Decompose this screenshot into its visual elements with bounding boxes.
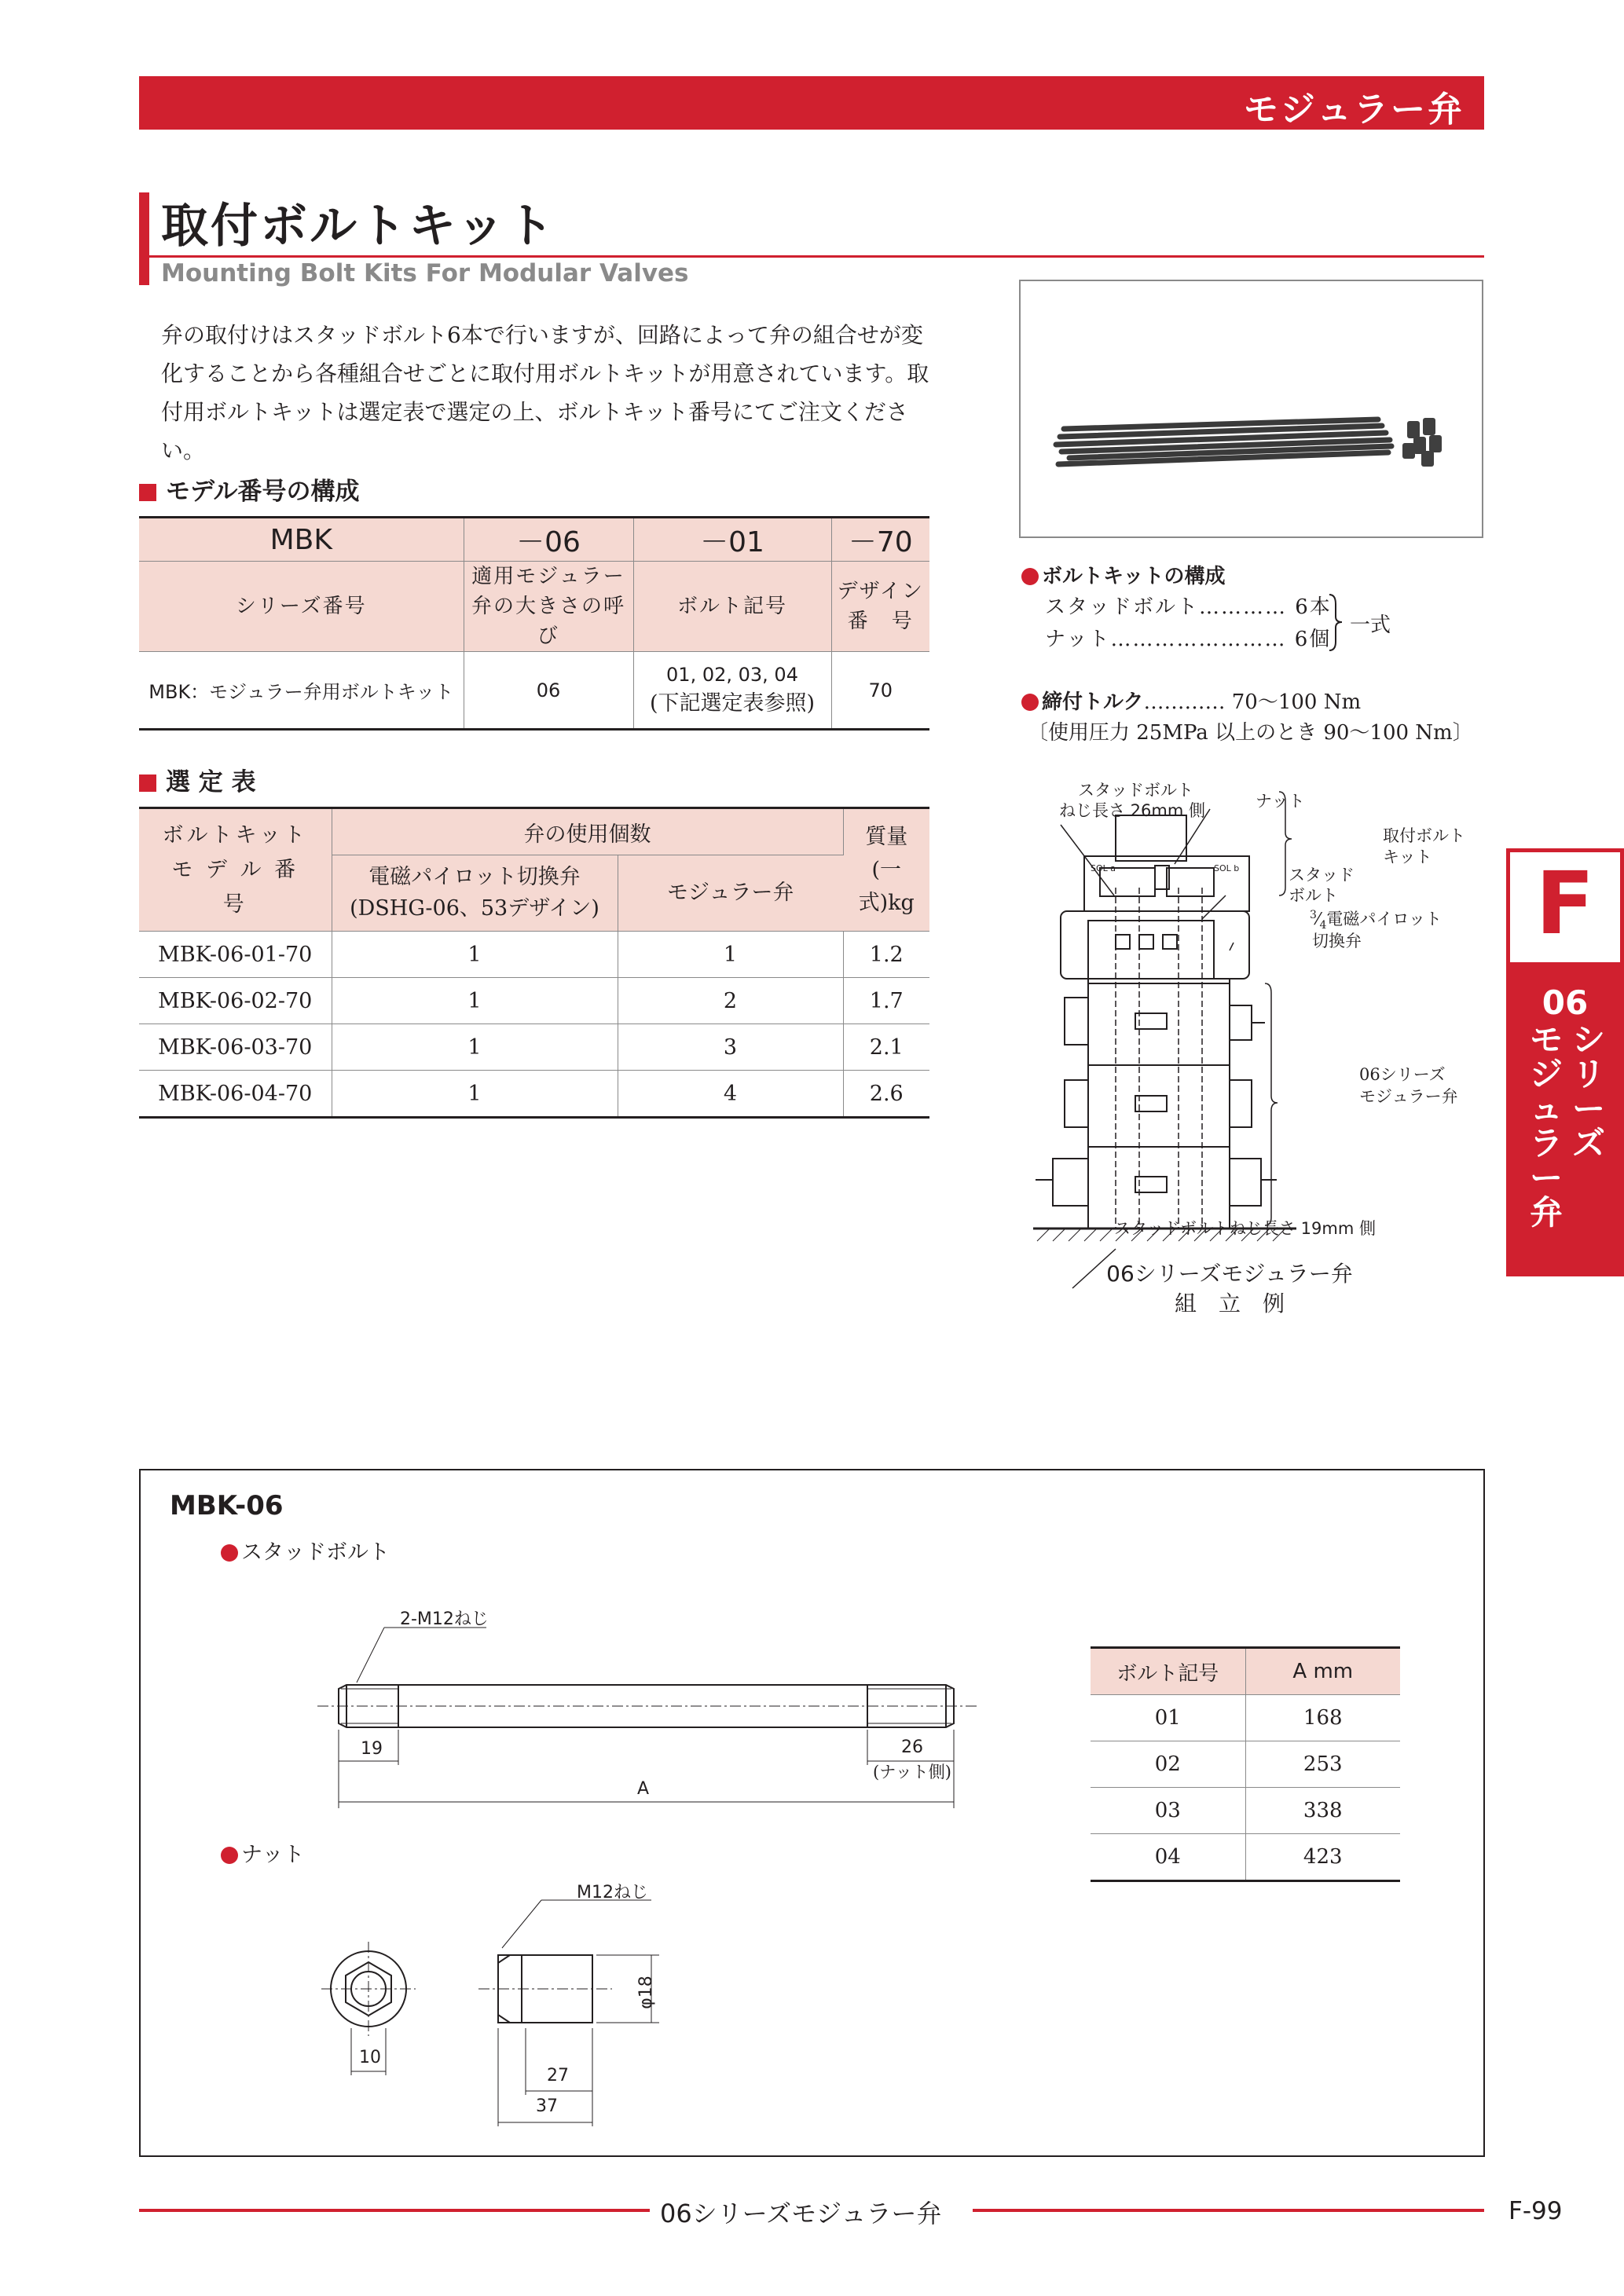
table-cell-pilot: 1: [332, 932, 618, 978]
table-cell-pilot: 1: [332, 978, 618, 1024]
phi18-label: φ18: [636, 1976, 656, 2009]
desc-bolt: ボルト記号: [633, 562, 831, 652]
table-cell-code: 03: [1091, 1788, 1245, 1834]
page-subtitle: Mounting Bolt Kits For Modular Valves: [161, 259, 689, 287]
bolt-length-table: [1091, 1646, 1400, 1882]
dims-title: MBK-06: [170, 1490, 284, 1522]
col-mass-header: 質量(一式)kg: [843, 808, 929, 932]
page-number: F-99: [1509, 2197, 1563, 2225]
sol-b-label: SOL b: [1214, 863, 1240, 873]
desc-design: デザイン番 号: [831, 562, 929, 652]
selection-heading: [139, 762, 256, 797]
dim-37: 37: [536, 2096, 558, 2116]
val-size: 06: [464, 652, 633, 730]
dim-27: 27: [547, 2066, 569, 2085]
bullet-dot-icon: [1021, 568, 1039, 585]
table-cell-a: 423: [1245, 1834, 1400, 1881]
pilot-label-text: 電磁パイロット: [1326, 910, 1442, 928]
val-bolt-note: (下記選定表参照): [649, 691, 816, 716]
footer-rule-right: [973, 2209, 1484, 2212]
col-pilot-header: 電磁パイロット切換弁(DSHG-06、53デザイン): [332, 855, 618, 932]
sol-a-label: SOL a: [1091, 863, 1116, 873]
set-label: 一式: [1350, 613, 1391, 637]
nut-label: ナット: [1256, 792, 1305, 811]
side-tab-modular: モジュラー弁: [1530, 1020, 1564, 1232]
val-bolt-codes: 01, 02, 03, 04: [666, 664, 798, 686]
table-cell-a: 253: [1245, 1741, 1400, 1788]
footer-series: 06シリーズモジュラー弁: [660, 2199, 942, 2228]
table-cell-modular: 4: [618, 1071, 843, 1118]
table-cell-mass: 2.1: [843, 1024, 929, 1071]
table-cell-model: MBK-06-02-70: [139, 978, 332, 1024]
category-title: モジュラー弁: [1243, 90, 1465, 130]
series-label-2: モジュラー弁: [1359, 1087, 1458, 1106]
desc-series: シリーズ番号: [139, 562, 464, 652]
table-cell-mass: 1.7: [843, 978, 929, 1024]
thread-label: 2-M12ねじ: [400, 1609, 489, 1629]
dim-a: A: [637, 1779, 650, 1799]
selection-heading-text: 選 定 表: [166, 768, 256, 796]
composition-label: ボルトキットの構成: [1042, 565, 1226, 588]
side-tab-series: シリーズ: [1572, 1020, 1606, 1163]
title-rule: [149, 255, 1484, 258]
kit-label: 取付ボルト: [1383, 826, 1465, 845]
pilot-fraction-num: 3: [1310, 909, 1317, 921]
stud-label-2: ボルト: [1289, 886, 1338, 905]
model-section-heading: [139, 471, 359, 507]
table-cell-a: 338: [1245, 1788, 1400, 1834]
dim-19: 19: [361, 1739, 383, 1759]
model-section-heading-text: モデル番号の構成: [166, 478, 360, 506]
selection-table: [139, 807, 929, 1119]
table-cell-pilot: 1: [332, 1024, 618, 1071]
assembly-caption-2: 組 立 例: [1174, 1291, 1285, 1316]
side-tab: [1506, 848, 1624, 1276]
page-title: 取付ボルトキット: [161, 199, 556, 254]
square-bullet-icon: [139, 484, 156, 501]
composition-heading: [1021, 560, 1225, 589]
stud-bottom-label: スタッドボルトねじ長さ 19mm 側: [1114, 1219, 1376, 1238]
bolt-kit-photo-illustration: [1021, 281, 1482, 536]
bullet-dot-icon: [1021, 694, 1039, 711]
stud-top-length: ねじ長さ 26mm 側: [1059, 801, 1205, 820]
product-photo: [1019, 280, 1483, 538]
nut-side-label: (ナット側): [873, 1763, 951, 1782]
val-bolt: [633, 652, 831, 730]
assembly-caption: 06シリーズモジュラー弁: [1106, 1261, 1353, 1287]
brace-icon: [1328, 593, 1344, 652]
stud-count: スタッドボルト………… 6本: [1045, 595, 1332, 619]
val-design: 70: [831, 652, 929, 730]
stud-heading-text: スタッドボルト: [241, 1540, 390, 1565]
dim-10: 10: [359, 2048, 381, 2067]
torque-line: [1021, 686, 1361, 715]
square-bullet-icon: [139, 774, 156, 792]
table-cell-mass: 2.6: [843, 1071, 929, 1118]
table-cell-code: 01: [1091, 1695, 1245, 1741]
pilot-label-2: 切換弁: [1312, 932, 1362, 950]
code-bolt: －01: [633, 518, 831, 562]
table-cell-model: MBK-06-04-70: [139, 1071, 332, 1118]
col-model-header: ボルトキットモ デ ル 番 号: [139, 808, 332, 932]
title-accent-bar: [139, 192, 149, 285]
bolt-code-header: ボルト記号: [1091, 1648, 1245, 1695]
desc-size: 適用モジュラー弁の大きさの呼び: [464, 562, 633, 652]
code-size: －06: [464, 518, 633, 562]
assembly-drawing: [1029, 778, 1493, 1320]
table-cell-modular: 2: [618, 978, 843, 1024]
val-series: MBK：モジュラー弁用ボルトキット: [139, 652, 464, 730]
pilot-label: $^3⁄_4$電磁パイロット: [1310, 909, 1442, 932]
series-label: 06シリーズ: [1359, 1065, 1446, 1084]
nut-heading-text: ナット: [241, 1843, 305, 1867]
stud-top-label: スタッドボルト: [1078, 781, 1193, 800]
intro-paragraph: 弁の取付けはスタッドボルト6本で行いますが、回路によって弁の組合せが変化することから各種組合せごとに取付用ボルトキットが用意されています。取付用ボルトキットは選定表で選定の上、ボルトキット番号にてご注文ください。: [161, 322, 929, 463]
side-tab-series-num: 06: [1542, 983, 1589, 1022]
stud-nut-drawing: [141, 1470, 1083, 2159]
header-band: [139, 76, 1484, 130]
table-cell-mass: 1.2: [843, 932, 929, 978]
torque-note: 〔使用圧力 25MPa 以上のとき 90～100 Nm〕: [1028, 721, 1473, 745]
code-series: MBK: [139, 518, 464, 562]
m12-label: M12ねじ: [577, 1883, 648, 1902]
table-cell-model: MBK-06-01-70: [139, 932, 332, 978]
col-modular-header: モジュラー弁: [618, 855, 843, 932]
nut-count: ナット…………………… 6個: [1045, 628, 1332, 651]
dim-26: 26: [901, 1738, 923, 1757]
table-cell-modular: 3: [618, 1024, 843, 1071]
footer-rule-left: [139, 2209, 650, 2212]
bolt-a-header: A mm: [1245, 1648, 1400, 1695]
col-usage-header: 弁の使用個数: [332, 808, 843, 855]
side-tab-letter: F: [1535, 853, 1595, 954]
table-cell-code: 04: [1091, 1834, 1245, 1881]
model-number-table: [139, 516, 929, 731]
table-cell-code: 02: [1091, 1741, 1245, 1788]
stud-label: スタッド: [1289, 866, 1355, 884]
torque-label: 締付トルク: [1042, 690, 1144, 714]
torque-value: ………… 70～100 Nm: [1143, 690, 1362, 714]
code-design: －70: [831, 518, 929, 562]
table-cell-modular: 1: [618, 932, 843, 978]
pilot-fraction-den: 4: [1319, 919, 1327, 932]
table-cell-a: 168: [1245, 1695, 1400, 1741]
kit-label-2: キット: [1383, 848, 1432, 866]
table-cell-model: MBK-06-03-70: [139, 1024, 332, 1071]
table-cell-pilot: 1: [332, 1071, 618, 1118]
